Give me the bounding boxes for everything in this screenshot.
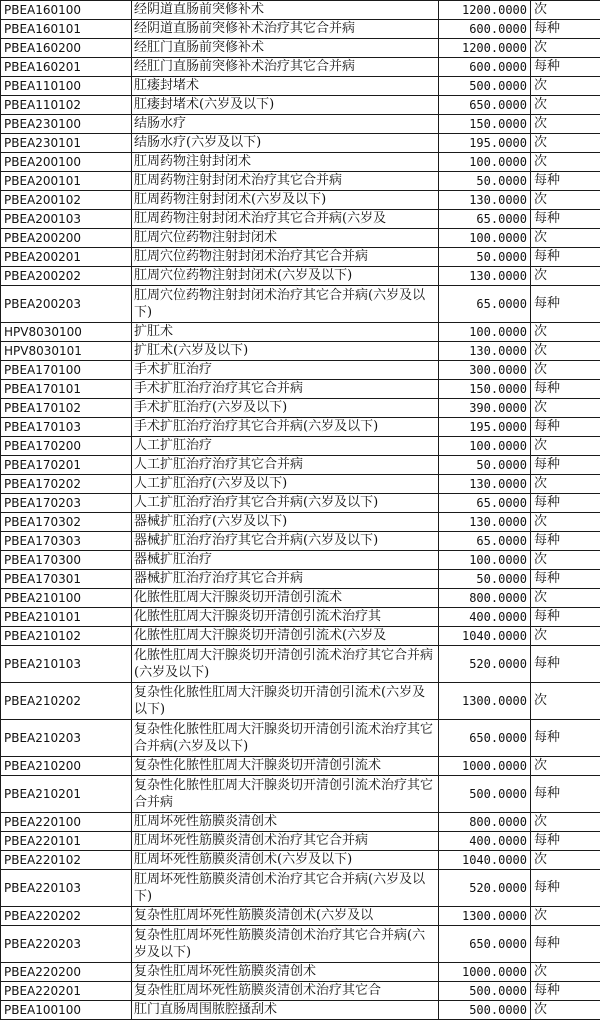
unit-cell: 次 bbox=[531, 437, 600, 456]
item-name-cell: 复杂性化脓性肛周大汗腺炎切开清创引流术 bbox=[132, 757, 439, 776]
unit-cell: 次 bbox=[531, 627, 600, 646]
unit-cell: 次 bbox=[531, 513, 600, 532]
table-row bbox=[1, 77, 600, 96]
item-code-cell: PBEA220100 bbox=[1, 813, 132, 832]
price-cell: 800.0000 bbox=[439, 813, 531, 832]
unit-cell: 次 bbox=[531, 77, 600, 96]
item-name-cell: 结肠水疗(六岁及以下) bbox=[132, 134, 439, 153]
price-cell: 500.0000 bbox=[439, 982, 531, 1001]
item-code-cell: PBEA200203 bbox=[1, 286, 132, 323]
unit-cell: 次 bbox=[531, 96, 600, 115]
unit-cell: 每种 bbox=[531, 248, 600, 267]
item-name-cell: 肛周穴位药物注射封闭术治疗其它合并病 bbox=[132, 248, 439, 267]
table-row bbox=[1, 683, 600, 720]
item-name-cell: 器械扩肛治疗治疗其它合并病(六岁及以下) bbox=[132, 532, 439, 551]
unit-cell: 次 bbox=[531, 475, 600, 494]
table-row bbox=[1, 907, 600, 926]
item-code-cell: PBEA210102 bbox=[1, 627, 132, 646]
item-code-cell: PBEA220101 bbox=[1, 832, 132, 851]
table-row bbox=[1, 20, 600, 39]
item-name-cell: 化脓性肛周大汗腺炎切开清创引流术治疗其它合并病(六岁及以下) bbox=[132, 646, 439, 683]
item-code-cell: PBEA170300 bbox=[1, 551, 132, 570]
unit-cell: 次 bbox=[531, 589, 600, 608]
unit-cell: 次 bbox=[531, 267, 600, 286]
table-row bbox=[1, 475, 600, 494]
item-name-cell: 复杂性化脓性肛周大汗腺炎切开清创引流术(六岁及以下) bbox=[132, 683, 439, 720]
item-name-cell: 扩肛术 bbox=[132, 323, 439, 342]
item-code-cell: PBEA210100 bbox=[1, 589, 132, 608]
item-name-cell: 人工扩肛治疗治疗其它合并病 bbox=[132, 456, 439, 475]
item-name-cell: 肛周药物注射封闭术治疗其它合并病 bbox=[132, 172, 439, 191]
unit-cell: 每种 bbox=[531, 776, 600, 813]
price-cell: 390.0000 bbox=[439, 399, 531, 418]
table-row bbox=[1, 153, 600, 172]
table-row bbox=[1, 229, 600, 248]
unit-cell: 每种 bbox=[531, 418, 600, 437]
table-row bbox=[1, 115, 600, 134]
price-cell: 130.0000 bbox=[439, 267, 531, 286]
item-code-cell: PBEA170203 bbox=[1, 494, 132, 513]
table-row bbox=[1, 627, 600, 646]
price-cell: 1200.0000 bbox=[439, 39, 531, 58]
price-cell: 50.0000 bbox=[439, 456, 531, 475]
price-cell: 100.0000 bbox=[439, 551, 531, 570]
item-code-cell: PBEA220203 bbox=[1, 926, 132, 963]
item-name-cell: 器械扩肛治疗 bbox=[132, 551, 439, 570]
price-cell: 600.0000 bbox=[439, 58, 531, 77]
item-code-cell: PBEA170202 bbox=[1, 475, 132, 494]
unit-cell: 次 bbox=[531, 361, 600, 380]
table-row bbox=[1, 832, 600, 851]
item-code-cell: PBEA200202 bbox=[1, 267, 132, 286]
table-row bbox=[1, 191, 600, 210]
item-code-cell: PBEA170100 bbox=[1, 361, 132, 380]
unit-cell: 每种 bbox=[531, 456, 600, 475]
table-row bbox=[1, 570, 600, 589]
unit-cell: 次 bbox=[531, 153, 600, 172]
table-row bbox=[1, 532, 600, 551]
price-cell: 195.0000 bbox=[439, 418, 531, 437]
price-cell: 650.0000 bbox=[439, 720, 531, 757]
unit-cell: 次 bbox=[531, 191, 600, 210]
unit-cell: 每种 bbox=[531, 832, 600, 851]
table-row bbox=[1, 267, 600, 286]
item-code-cell: PBEA220201 bbox=[1, 982, 132, 1001]
table-row bbox=[1, 248, 600, 267]
item-name-cell: 肛瘘封堵术 bbox=[132, 77, 439, 96]
item-name-cell: 手术扩肛治疗治疗其它合并病(六岁及以下) bbox=[132, 418, 439, 437]
price-cell: 150.0000 bbox=[439, 115, 531, 134]
item-code-cell: PBEA160200 bbox=[1, 39, 132, 58]
item-code-cell: PBEA170200 bbox=[1, 437, 132, 456]
item-name-cell: 复杂性肛周坏死性筋膜炎清创术(六岁及以 bbox=[132, 907, 439, 926]
table-row bbox=[1, 437, 600, 456]
item-code-cell: PBEA210200 bbox=[1, 757, 132, 776]
unit-cell: 每种 bbox=[531, 172, 600, 191]
unit-cell: 每种 bbox=[531, 210, 600, 229]
item-name-cell: 经肛门直肠前突修补术 bbox=[132, 39, 439, 58]
item-name-cell: 人工扩肛治疗 bbox=[132, 437, 439, 456]
item-code-cell: PBEA170302 bbox=[1, 513, 132, 532]
item-code-cell: HPV8030100 bbox=[1, 323, 132, 342]
price-cell: 500.0000 bbox=[439, 77, 531, 96]
item-code-cell: PBEA170201 bbox=[1, 456, 132, 475]
table-row bbox=[1, 399, 600, 418]
item-code-cell: HPV8030101 bbox=[1, 342, 132, 361]
unit-cell: 次 bbox=[531, 39, 600, 58]
item-name-cell: 复杂性化脓性肛周大汗腺炎切开清创引流术治疗其它合并病(六岁及以下) bbox=[132, 720, 439, 757]
unit-cell: 次 bbox=[531, 342, 600, 361]
price-cell: 130.0000 bbox=[439, 475, 531, 494]
unit-cell: 每种 bbox=[531, 570, 600, 589]
item-name-cell: 肛周药物注射封闭术(六岁及以下) bbox=[132, 191, 439, 210]
item-name-cell: 复杂性肛周坏死性筋膜炎清创术治疗其它合 bbox=[132, 982, 439, 1001]
table-row bbox=[1, 1001, 600, 1020]
item-name-cell: 结肠水疗 bbox=[132, 115, 439, 134]
item-name-cell: 肛周穴位药物注射封闭术 bbox=[132, 229, 439, 248]
item-code-cell: PBEA110100 bbox=[1, 77, 132, 96]
unit-cell: 次 bbox=[531, 851, 600, 870]
unit-cell: 次 bbox=[531, 323, 600, 342]
item-name-cell: 经肛门直肠前突修补术治疗其它合并病 bbox=[132, 58, 439, 77]
price-cell: 1040.0000 bbox=[439, 627, 531, 646]
item-name-cell: 肛周坏死性筋膜炎清创术治疗其它合并病 bbox=[132, 832, 439, 851]
item-name-cell: 肛周坏死性筋膜炎清创术 bbox=[132, 813, 439, 832]
price-cell: 400.0000 bbox=[439, 608, 531, 627]
item-code-cell: PBEA210202 bbox=[1, 683, 132, 720]
price-cell: 300.0000 bbox=[439, 361, 531, 380]
price-cell: 600.0000 bbox=[439, 20, 531, 39]
table-row bbox=[1, 982, 600, 1001]
item-code-cell: PBEA170303 bbox=[1, 532, 132, 551]
item-name-cell: 经阴道直肠前突修补术 bbox=[132, 1, 439, 20]
item-code-cell: PBEA210201 bbox=[1, 776, 132, 813]
unit-cell: 每种 bbox=[531, 870, 600, 907]
price-cell: 1300.0000 bbox=[439, 683, 531, 720]
price-cell: 100.0000 bbox=[439, 437, 531, 456]
price-cell: 400.0000 bbox=[439, 832, 531, 851]
table-row bbox=[1, 776, 600, 813]
unit-cell: 次 bbox=[531, 1, 600, 20]
item-code-cell: PBEA200200 bbox=[1, 229, 132, 248]
price-cell: 100.0000 bbox=[439, 153, 531, 172]
item-name-cell: 复杂性肛周坏死性筋膜炎清创术 bbox=[132, 963, 439, 982]
unit-cell: 次 bbox=[531, 134, 600, 153]
table-row bbox=[1, 323, 600, 342]
unit-cell: 次 bbox=[531, 1001, 600, 1020]
item-name-cell: 手术扩肛治疗(六岁及以下) bbox=[132, 399, 439, 418]
price-cell: 1000.0000 bbox=[439, 757, 531, 776]
item-code-cell: PBEA160201 bbox=[1, 58, 132, 77]
price-cell: 130.0000 bbox=[439, 513, 531, 532]
item-name-cell: 肛门直肠周围脓腔搔刮术 bbox=[132, 1001, 439, 1020]
price-cell: 1300.0000 bbox=[439, 907, 531, 926]
item-code-cell: PBEA220200 bbox=[1, 963, 132, 982]
unit-cell: 每种 bbox=[531, 982, 600, 1001]
table-row bbox=[1, 361, 600, 380]
fee-schedule-body bbox=[1, 1, 600, 1020]
item-code-cell: PBEA170102 bbox=[1, 399, 132, 418]
item-name-cell: 肛周穴位药物注射封闭术治疗其它合并病(六岁及以下) bbox=[132, 286, 439, 323]
item-code-cell: PBEA220103 bbox=[1, 870, 132, 907]
item-name-cell: 经阴道直肠前突修补术治疗其它合并病 bbox=[132, 20, 439, 39]
table-row bbox=[1, 870, 600, 907]
unit-cell: 次 bbox=[531, 813, 600, 832]
price-cell: 150.0000 bbox=[439, 380, 531, 399]
item-code-cell: PBEA160101 bbox=[1, 20, 132, 39]
item-name-cell: 肛瘘封堵术(六岁及以下) bbox=[132, 96, 439, 115]
table-row bbox=[1, 551, 600, 570]
item-code-cell: PBEA200102 bbox=[1, 191, 132, 210]
item-code-cell: PBEA200101 bbox=[1, 172, 132, 191]
price-cell: 500.0000 bbox=[439, 776, 531, 813]
item-name-cell: 器械扩肛治疗(六岁及以下) bbox=[132, 513, 439, 532]
unit-cell: 每种 bbox=[531, 926, 600, 963]
unit-cell: 每种 bbox=[531, 494, 600, 513]
item-name-cell: 肛周坏死性筋膜炎清创术(六岁及以下) bbox=[132, 851, 439, 870]
item-code-cell: PBEA200201 bbox=[1, 248, 132, 267]
table-row bbox=[1, 589, 600, 608]
unit-cell: 每种 bbox=[531, 646, 600, 683]
table-row bbox=[1, 608, 600, 627]
unit-cell: 每种 bbox=[531, 380, 600, 399]
unit-cell: 次 bbox=[531, 399, 600, 418]
price-cell: 1200.0000 bbox=[439, 1, 531, 20]
table-row bbox=[1, 456, 600, 475]
item-name-cell: 人工扩肛治疗治疗其它合并病(六岁及以下) bbox=[132, 494, 439, 513]
table-row bbox=[1, 926, 600, 963]
item-name-cell: 手术扩肛治疗 bbox=[132, 361, 439, 380]
price-cell: 65.0000 bbox=[439, 286, 531, 323]
item-code-cell: PBEA230101 bbox=[1, 134, 132, 153]
item-code-cell: PBEA230100 bbox=[1, 115, 132, 134]
item-code-cell: PBEA170103 bbox=[1, 418, 132, 437]
table-row bbox=[1, 757, 600, 776]
price-cell: 800.0000 bbox=[439, 589, 531, 608]
table-row bbox=[1, 286, 600, 323]
table-row bbox=[1, 172, 600, 191]
price-cell: 195.0000 bbox=[439, 134, 531, 153]
table-row bbox=[1, 380, 600, 399]
table-row bbox=[1, 418, 600, 437]
unit-cell: 次 bbox=[531, 683, 600, 720]
price-cell: 520.0000 bbox=[439, 870, 531, 907]
item-name-cell: 人工扩肛治疗(六岁及以下) bbox=[132, 475, 439, 494]
item-name-cell: 复杂性化脓性肛周大汗腺炎切开清创引流术治疗其它合并病 bbox=[132, 776, 439, 813]
item-name-cell: 化脓性肛周大汗腺炎切开清创引流术(六岁及 bbox=[132, 627, 439, 646]
table-row bbox=[1, 58, 600, 77]
item-code-cell: PBEA220202 bbox=[1, 907, 132, 926]
price-cell: 65.0000 bbox=[439, 210, 531, 229]
price-cell: 130.0000 bbox=[439, 191, 531, 210]
price-cell: 100.0000 bbox=[439, 323, 531, 342]
unit-cell: 次 bbox=[531, 963, 600, 982]
item-name-cell: 肛周穴位药物注射封闭术(六岁及以下) bbox=[132, 267, 439, 286]
item-code-cell: PBEA220102 bbox=[1, 851, 132, 870]
price-cell: 50.0000 bbox=[439, 570, 531, 589]
table-row bbox=[1, 851, 600, 870]
unit-cell: 次 bbox=[531, 115, 600, 134]
table-row bbox=[1, 513, 600, 532]
item-name-cell: 肛周坏死性筋膜炎清创术治疗其它合并病(六岁及以下) bbox=[132, 870, 439, 907]
table-row bbox=[1, 494, 600, 513]
item-name-cell: 扩肛术(六岁及以下) bbox=[132, 342, 439, 361]
item-name-cell: 肛周药物注射封闭术 bbox=[132, 153, 439, 172]
unit-cell: 每种 bbox=[531, 20, 600, 39]
price-cell: 500.0000 bbox=[439, 1001, 531, 1020]
price-cell: 650.0000 bbox=[439, 926, 531, 963]
unit-cell: 次 bbox=[531, 757, 600, 776]
item-code-cell: PBEA160100 bbox=[1, 1, 132, 20]
unit-cell: 次 bbox=[531, 229, 600, 248]
item-code-cell: PBEA200103 bbox=[1, 210, 132, 229]
item-code-cell: PBEA210103 bbox=[1, 646, 132, 683]
item-code-cell: PBEA110102 bbox=[1, 96, 132, 115]
item-code-cell: PBEA170101 bbox=[1, 380, 132, 399]
price-cell: 50.0000 bbox=[439, 172, 531, 191]
price-cell: 650.0000 bbox=[439, 96, 531, 115]
item-code-cell: PBEA210203 bbox=[1, 720, 132, 757]
price-cell: 65.0000 bbox=[439, 532, 531, 551]
price-cell: 1040.0000 bbox=[439, 851, 531, 870]
item-name-cell: 化脓性肛周大汗腺炎切开清创引流术治疗其 bbox=[132, 608, 439, 627]
table-row bbox=[1, 342, 600, 361]
item-name-cell: 器械扩肛治疗治疗其它合并病 bbox=[132, 570, 439, 589]
unit-cell: 每种 bbox=[531, 720, 600, 757]
table-row bbox=[1, 813, 600, 832]
item-code-cell: PBEA100100 bbox=[1, 1001, 132, 1020]
item-name-cell: 手术扩肛治疗治疗其它合并病 bbox=[132, 380, 439, 399]
table-row bbox=[1, 1, 600, 20]
unit-cell: 每种 bbox=[531, 58, 600, 77]
unit-cell: 每种 bbox=[531, 608, 600, 627]
unit-cell: 次 bbox=[531, 907, 600, 926]
price-cell: 1000.0000 bbox=[439, 963, 531, 982]
item-name-cell: 肛周药物注射封闭术治疗其它合并病(六岁及 bbox=[132, 210, 439, 229]
table-row bbox=[1, 96, 600, 115]
price-cell: 100.0000 bbox=[439, 229, 531, 248]
item-name-cell: 化脓性肛周大汗腺炎切开清创引流术 bbox=[132, 589, 439, 608]
price-cell: 520.0000 bbox=[439, 646, 531, 683]
table-row bbox=[1, 210, 600, 229]
unit-cell: 每种 bbox=[531, 286, 600, 323]
table-row bbox=[1, 963, 600, 982]
table-row bbox=[1, 134, 600, 153]
price-cell: 130.0000 bbox=[439, 342, 531, 361]
item-code-cell: PBEA170301 bbox=[1, 570, 132, 589]
unit-cell: 每种 bbox=[531, 532, 600, 551]
item-code-cell: PBEA200100 bbox=[1, 153, 132, 172]
price-cell: 65.0000 bbox=[439, 494, 531, 513]
table-row bbox=[1, 646, 600, 683]
table-row bbox=[1, 720, 600, 757]
item-code-cell: PBEA210101 bbox=[1, 608, 132, 627]
price-cell: 50.0000 bbox=[439, 248, 531, 267]
item-name-cell: 复杂性肛周坏死性筋膜炎清创术治疗其它合并病(六岁及以下) bbox=[132, 926, 439, 963]
table-row bbox=[1, 39, 600, 58]
unit-cell: 次 bbox=[531, 551, 600, 570]
